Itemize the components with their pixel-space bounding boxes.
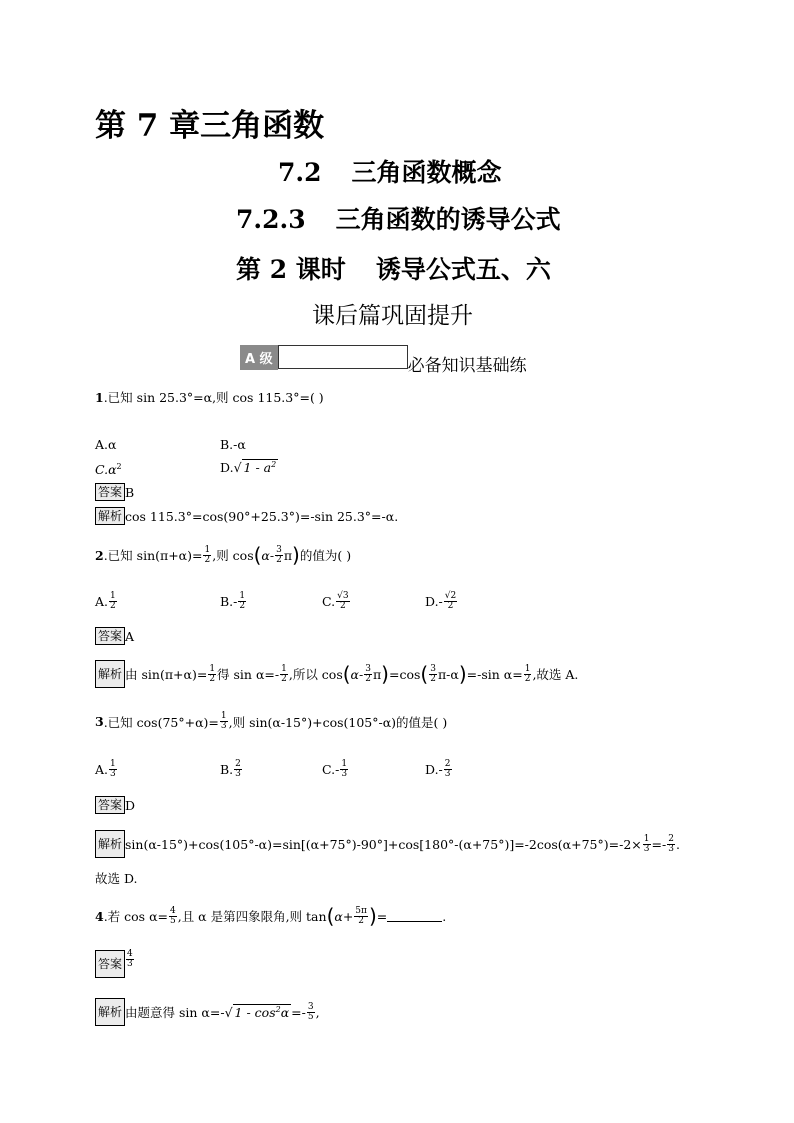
q1-option-c: $C.\alpha^2$ bbox=[95, 462, 122, 478]
analysis-tag: 解析 bbox=[95, 507, 125, 525]
q4-analysis: 解析 由题意得 sin α=- √ $1 - \cos^2\alpha$ =- $\frac{3}{5}$ , bbox=[95, 998, 320, 1026]
q1-option-b: B.-α bbox=[220, 437, 246, 452]
part-heading: 课后篇巩固提升 bbox=[312, 303, 473, 329]
question-3-stem: 3 .已知 cos(75°+α)= $\frac{1}{3}$ ,则 sin(α-15°)+cos(105°-α)的值是( ) bbox=[95, 711, 448, 731]
subsection-title: 三角函数的诱导公式 bbox=[335, 205, 561, 234]
q1-answer-value: B bbox=[125, 484, 135, 500]
q3-answer-value: D bbox=[125, 797, 136, 813]
analysis-tag: 解析 bbox=[95, 830, 125, 858]
level-banner bbox=[240, 345, 527, 376]
q3-analysis-tail: 故选 D. bbox=[95, 871, 138, 886]
q3-option-b: B. $\frac{2}{3}$ bbox=[220, 759, 241, 779]
level-badge: A 级 bbox=[240, 345, 278, 370]
answer-tag: 答案 bbox=[95, 483, 125, 501]
q1-analysis-text: cos 115.3°=cos(90°+25.3°)=-sin 25.3°=-α. bbox=[125, 508, 399, 524]
subsection-heading bbox=[236, 200, 561, 236]
answer-tag: 答案 bbox=[95, 950, 125, 978]
analysis-tag: 解析 bbox=[95, 998, 125, 1026]
q3-option-c: C.- $\frac{1}{3}$ bbox=[322, 759, 348, 779]
question-1-stem: 1.已知 sin 25.3°=α,则 cos 115.3°=( ) bbox=[95, 390, 324, 405]
q3-analysis: 解析 sin(α-15°)+cos(105°-α)=sin[(α+75°)-90°]+cos[180°-(α+75°)]=-2cos(α+75°)=-2× $\frac{1}{3}$ =- $\frac{2}{3}$ . bbox=[95, 830, 680, 858]
q1-answer bbox=[95, 483, 134, 501]
q2-analysis: 解析 由 sin(π+α)= $\frac{1}{2}$ 得 sin α=- $\frac{1}{2}$ ,所以 cos ( α- $\frac{3}{2}$ π ) =cos ( $\frac{3}{2}$ π-α ) =-sin α= $\frac{1}{2}$ ,故选 A. bbox=[95, 660, 578, 688]
lesson-title: 诱导公式五、六 bbox=[375, 255, 551, 284]
section-title: 三角函数概念 bbox=[351, 158, 502, 187]
q1-option-a: A.α bbox=[95, 437, 117, 452]
q2-answer bbox=[95, 627, 134, 645]
question-4-stem: 4 .若 cos α= $\frac{4}{5}$ ,且 α 是第四象限角,则 tan ( α+ $\frac{5\pi}{2}$ ) = . bbox=[95, 904, 447, 928]
q2-option-c: C. $\frac{√3}{2}$ bbox=[322, 591, 349, 611]
lesson-number: 第 2 课时 bbox=[236, 255, 346, 284]
q1-option-d: D.√ $1 - a^2$ bbox=[220, 460, 277, 476]
analysis-tag: 解析 bbox=[95, 660, 125, 688]
q2-answer-value: A bbox=[125, 628, 135, 644]
q3-option-a: A. $\frac{1}{3}$ bbox=[95, 759, 116, 779]
q2-option-a: A. $\frac{1}{2}$ bbox=[95, 591, 116, 611]
section-number: 7.2 bbox=[278, 158, 322, 187]
question-2-stem: 2 .已知 sin(π+α)= $\frac{1}{2}$ ,则 cos ( α- $\frac{3}{2}$ π ) 的值为( ) bbox=[95, 543, 352, 567]
q4-answer: 答案 $\frac{4}{3}$ bbox=[95, 950, 135, 978]
q3-answer bbox=[95, 796, 135, 814]
subsection-number: 7.2.3 bbox=[236, 205, 306, 234]
section-heading bbox=[278, 153, 502, 189]
q2-option-b: B.- $\frac{1}{2}$ bbox=[220, 591, 246, 611]
q2-option-d: D.- $\frac{√2}{2}$ bbox=[425, 591, 457, 611]
lesson-heading bbox=[236, 250, 551, 286]
chapter-title: 第 7 章三角函数 bbox=[95, 108, 325, 144]
answer-tag: 答案 bbox=[95, 796, 125, 814]
level-label: 必备知识基础练 bbox=[407, 356, 527, 376]
q1-analysis bbox=[95, 507, 398, 525]
q3-option-d: D.- $\frac{2}{3}$ bbox=[425, 759, 451, 779]
answer-tag: 答案 bbox=[95, 627, 125, 645]
level-box bbox=[278, 345, 408, 369]
answer-blank bbox=[387, 911, 442, 922]
